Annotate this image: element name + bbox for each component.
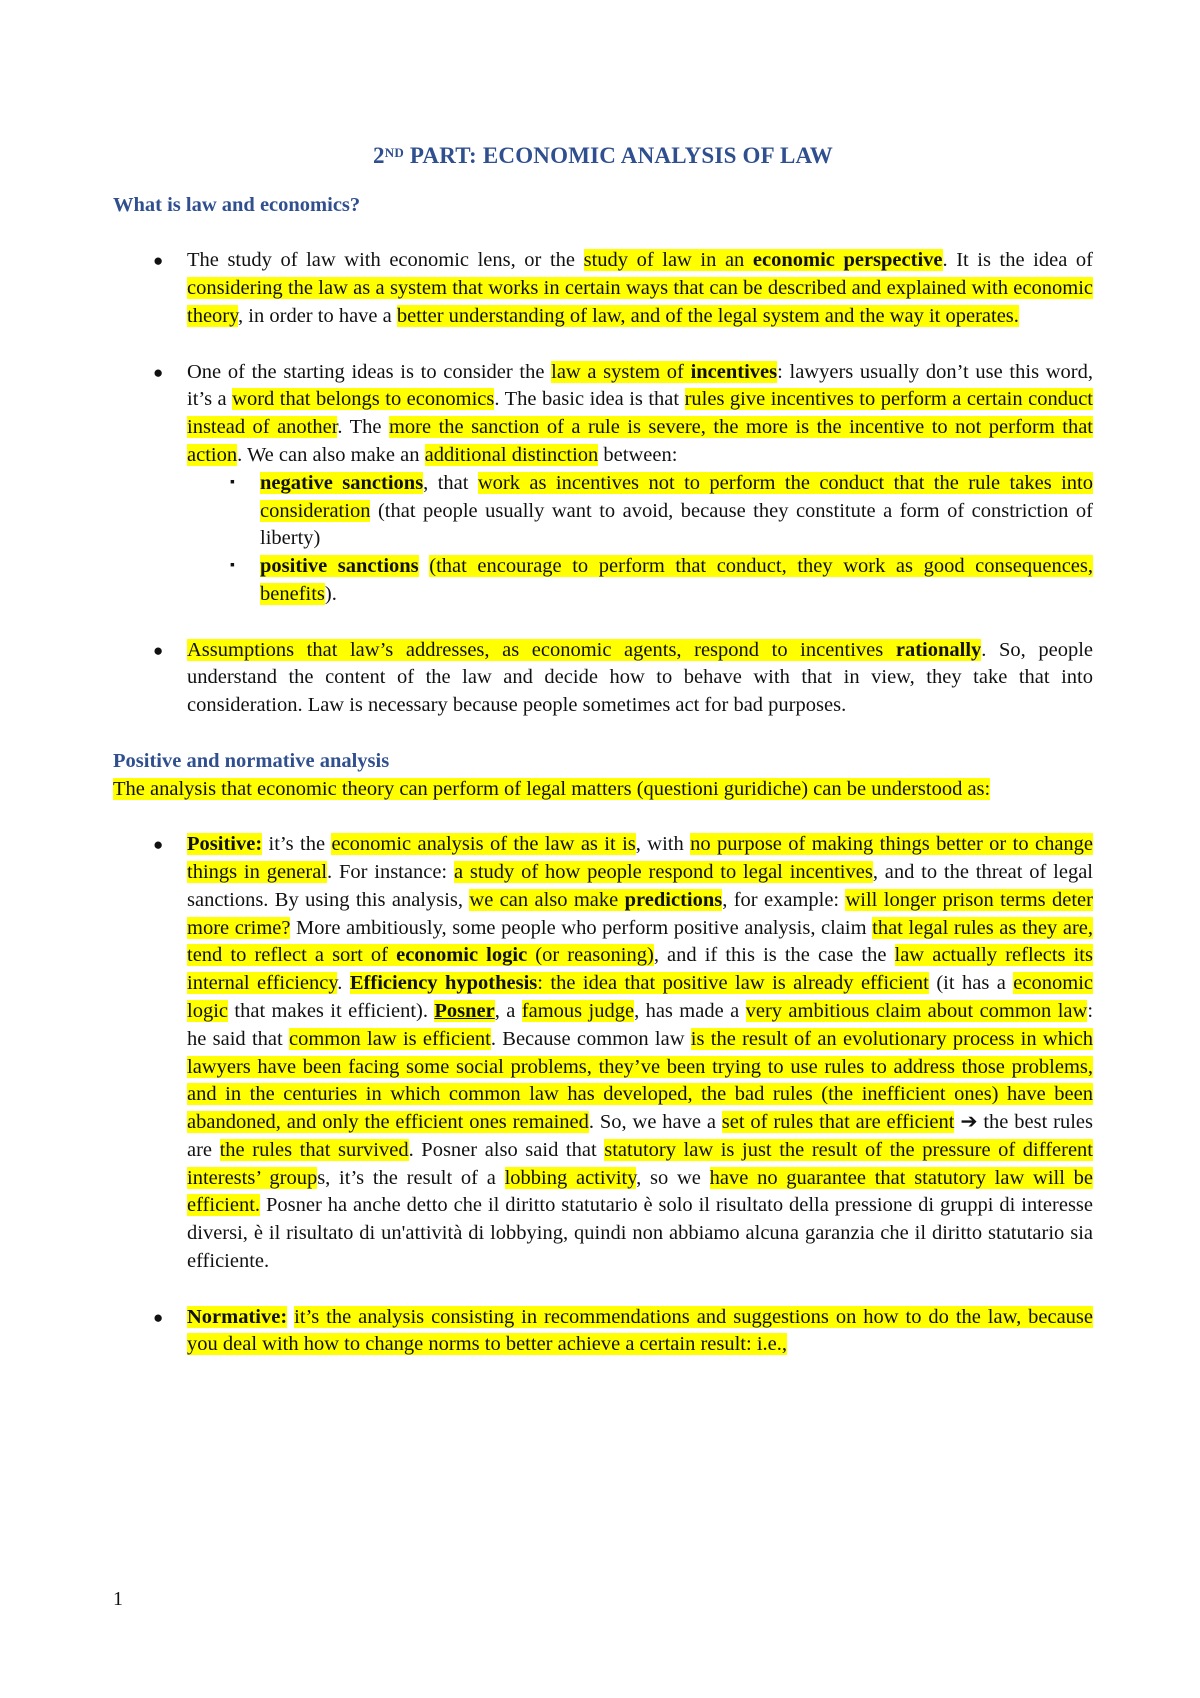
bullet-assumptions: ● Assumptions that law’s addresses, as economic agents, respond to incentives rationally. So, people understand the content of the law and decide how to behave with that in view, they take that into consideration. Law is necessary because people sometimes act for bad purposes. xyxy=(153,638,1093,717)
square-bullet-icon: ▪ xyxy=(230,558,235,574)
bullet-dot-icon: ● xyxy=(153,640,164,660)
incentives-bullet-list xyxy=(113,359,1093,609)
bullet-dot-icon: ● xyxy=(153,835,164,855)
intro-bullet-list xyxy=(113,247,1093,330)
section-heading-what-is: What is law and economics? xyxy=(113,193,361,216)
document-title: 2ND PART: ECONOMIC ANALYSIS OF LAW xyxy=(373,143,833,168)
bullet-study-of-law: ● The study of law with economic lens, or the study of law in an economic perspective. It is the idea of considering the law as a system that works in certain ways that can be described and explained with economic theory, in order to have a better understanding of law, and of the legal system and the way it operates. xyxy=(153,249,1093,327)
section-intro-paragraph: The analysis that economic theory can perform of legal matters (questioni guridiche) can be understood as: xyxy=(113,777,991,800)
sanctions-sub-list xyxy=(187,470,1093,609)
analysis-bullet-list xyxy=(113,831,1093,1276)
page-content xyxy=(113,142,1093,1359)
page-number: 1 xyxy=(113,1588,123,1610)
bullet-dot-icon: ● xyxy=(153,251,164,271)
square-bullet-icon: ▪ xyxy=(230,474,235,490)
sub-bullet-negative-sanctions: ▪ negative sanctions, that work as incentives not to perform the conduct that the rule takes into consideration (that people usually want to avoid, because they constitute a form of constriction of liberty) xyxy=(187,470,1093,553)
bullet-dot-icon: ● xyxy=(153,362,164,382)
rationality-bullet-list xyxy=(113,637,1093,720)
bullet-incentives: ● One of the starting ideas is to consider the law a system of incentives: lawyers usually don’t use this word, it’s a word that belongs to economics. The basic idea is that rules give incentives to perform a certain conduct instead of another. The more the sanction of a rule is severe, the more is the incentive to not perform that action. We can also make an additional distinction between: ▪ negative sanctions, that work as incentives not to perform the conduct that the rule takes into consideration (that people usually want to avoid, because they constitute a form of constriction of liberty) ▪ positive sanctions (that encourage to perform that conduct, they work as good consequences, benefits). xyxy=(113,359,1093,609)
bullet-normative-analysis: ● Normative: it’s the analysis consisting in recommendations and suggestions on how to do the law, because you deal with how to change norms to better achieve a certain result: i.e., xyxy=(153,1305,1093,1356)
sub-bullet-positive-sanctions: ▪ positive sanctions (that encourage to perform that conduct, they work as good consequences, benefits). xyxy=(187,553,1093,609)
bullet-dot-icon: ● xyxy=(153,1307,164,1327)
bullet-positive-analysis: ● Positive: it’s the economic analysis of the law as it is, with no purpose of making things better or to change things in general. For instance: a study of how people respond to legal incentives, and to the threat of legal sanctions. By using this analysis, we can also make predictions, for example: will longer prison terms deter more crime? More ambitiously, some people who perform positive analysis, claim that legal rules as they are, tend to reflect a sort of economic logic (or reasoning), and if this is the case the law actually reflects its internal efficiency. Efficiency hypothesis: the idea that positive law is already efficient (it has a economic logic that makes it efficient). Posner, a famous judge, has made a very ambitious claim about common law: he said that common law is efficient. Because common law is the result of an evolutionary process in which lawyers have been facing some social problems, they’ve been trying to use rules to address those problems, and in the centuries in which common law has developed, the bad rules (the inefficient ones) have been abandoned, and only the efficient ones remained. So, we have a set of rules that are efficient ➔ the best rules are the rules that survived. Posner also said that statutory law is just the result of the pressure of different interests’ groups, it’s the result of a lobbing activity, so we have no guarantee that statutory law will be efficient. Posner ha anche detto che il diritto statutario è solo il risultato della pressione di gruppi di interesse diversi, è il risultato di un'attività di lobbying, quindi non abbiamo alcuna garanzia che il diritto statutario sia efficiente. xyxy=(153,833,1094,1273)
section-heading-positive-normative: Positive and normative analysis xyxy=(113,749,390,772)
normative-bullet-list xyxy=(113,1304,1093,1360)
